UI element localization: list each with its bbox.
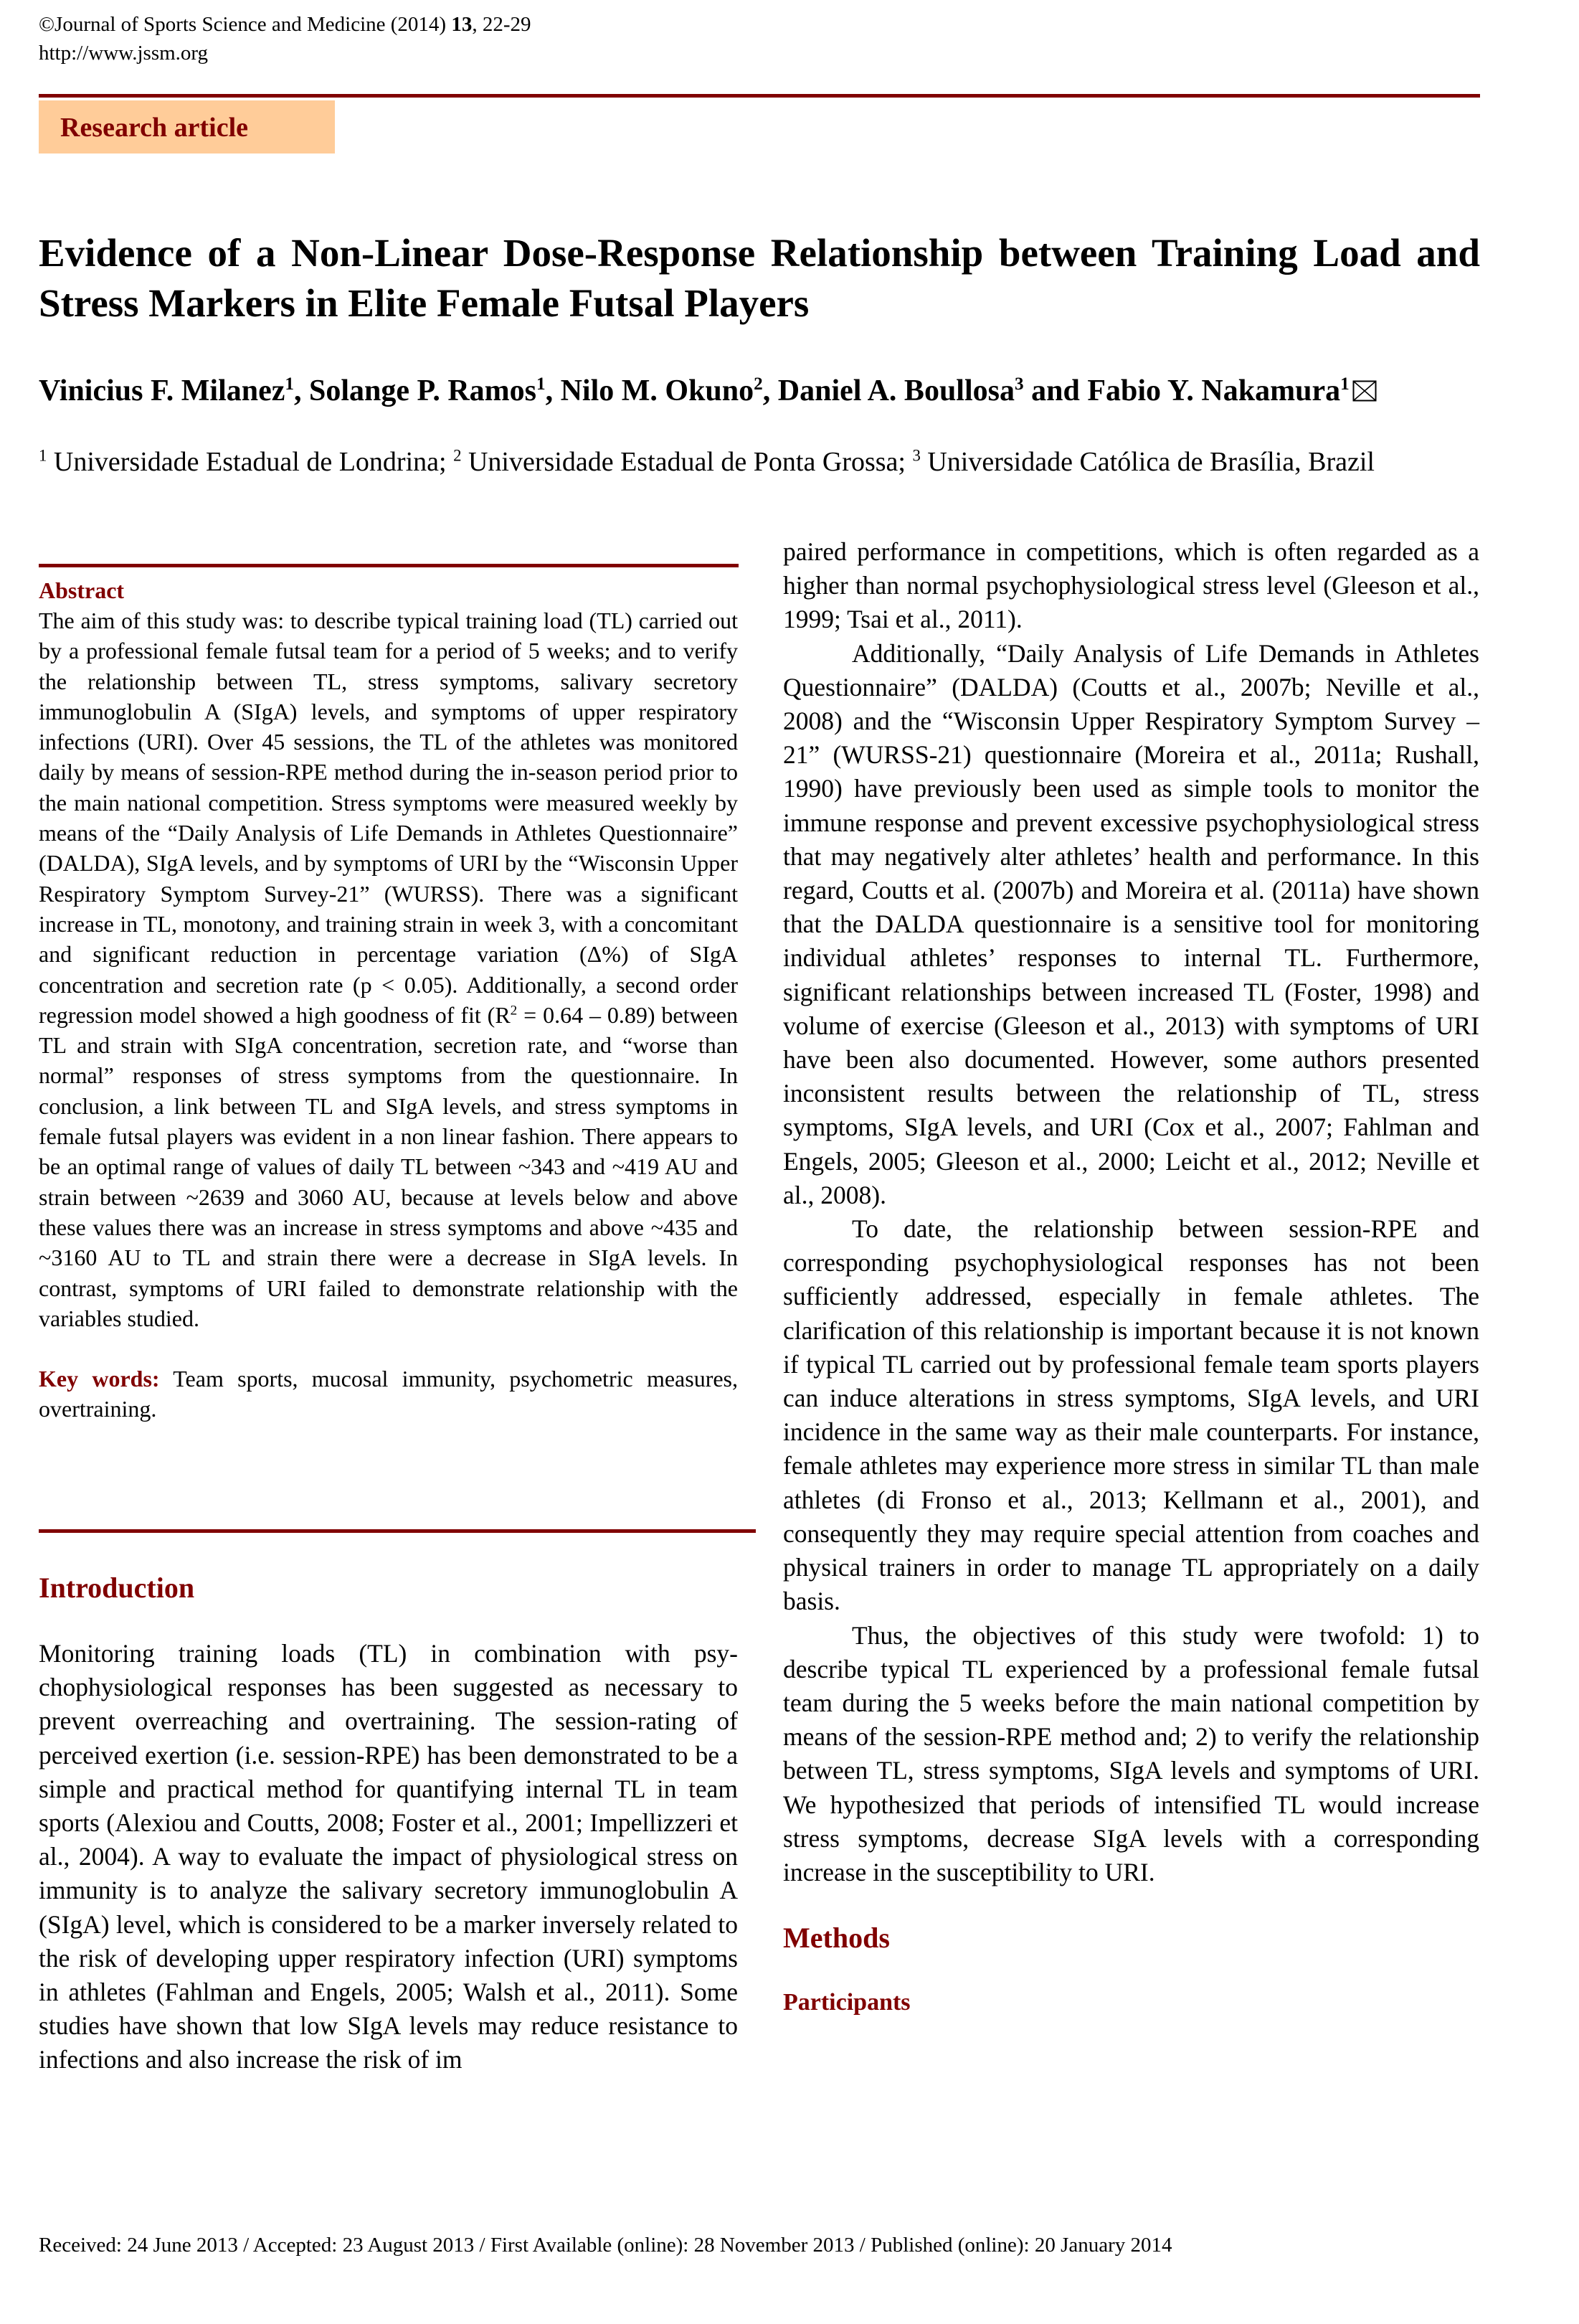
author-list: Vinicius F. Milanez$^1$, Solange P. Ramos$^1$, Nilo M. Okuno$^2$, Daniel A. Boullosa$^3$ and Fabio Y. Nakamura$^1$: [39, 373, 1480, 409]
author-affiliation-marker: 1: [1340, 374, 1350, 394]
abstract-heading: Abstract: [39, 577, 125, 603]
participants-subheading: Participants: [783, 1989, 911, 2016]
affiliation: Universidade Católica de Brasília, Brazil: [927, 447, 1375, 477]
abstract-text-part: The aim of this study was: to describe typical training load (TL) carried out by a professional female futsal team for a period of 5 weeks; and to verify the relationship between TL, stress symptoms, salivary secretory immunoglobulin A (SIgA) levels, and symptoms of upper respiratory infections (URI). Over 45 sessions, the TL of the athletes was monitored daily by means of session-RPE method during the in-season period prior to the main national competition. Stress symptoms were measured weekly by means of the “Daily Analysis of Life Demands in Athletes Questionnaire” (DALDA), SIgA levels, and by symptoms of URI by the “Wisconsin Upper Respiratory Symptom Survey-21” (WURSS). There was a significant increase in TL, monotony, and training strain in week 3, with a concomitant and significant reduction in percentage variation (Δ%) of SIgA concentration and secretion rate (p < 0.05). Additionally, a second order regression model showed a high goodness of fit (R: [39, 608, 738, 1028]
affiliation-marker: 2: [453, 446, 462, 465]
introduction-paragraph: To date, the relationship between session-RPE and corresponding psychophysiological responses has not been sufficiently addressed, especially in female athletes. The clarification of this relationship is important because it is not known if typical TL carried out by professional female team sports players can induce alterations in stress symptoms, SIgA levels, and URI incidence in the same way as their male counterparts. For instance, female athletes may experience more stress in similar TL than male athletes (di Fronso et al., 2013; Kellmann et al., 2001), and consequently they may require special attention from coaches and physical trainers in order to manage TL appropriately on a daily basis.: [783, 1214, 1479, 1616]
author-name: Daniel A. Boullosa: [777, 374, 1015, 407]
author-name: Vinicius F. Milanez: [39, 374, 285, 407]
keywords: [39, 1364, 738, 1425]
r-squared-superscript: 2: [510, 1003, 518, 1019]
introduction-paragraph: paired performance in competitions, which is often regarded as a higher than normal psychophysiological stress level (Gleeson et al., 1999; Tsai et al., 2011).: [783, 537, 1479, 634]
affiliation-list: [39, 445, 1480, 479]
author-name: Fabio Y. Nakamura: [1087, 374, 1341, 407]
introduction-section-right: [783, 535, 1479, 2018]
author: [1087, 374, 1349, 407]
journal-volume: 13: [451, 13, 473, 36]
introduction-paragraph: Monitoring training loads (TL) in combination with psychophysiological responses has been suggested as necessary to prevent overreaching and overtraining. The session-rating of perceived exertion (i.e. session-RPE) has been demonstrated to be a simple and practical method for quantifying internal TL in team sports (Alexiou and Coutts, 2008; Foster et al., 2001; Impellizzeri et al., 2004). A way to evaluate the impact of physiological stress on immunity is to analyze the salivary secretory immunoglobulin A (SIgA) level, which is considered to be a marker inversely related to the risk of developing upper respiratory infection (URI) symptoms in athletes (Fahlman and Engels, 2005; Walsh et al., 2011). Some studies have shown that low SIgA levels may reduce resistance to infections and also increase the risk of im: [39, 1639, 738, 2074]
affiliation: Universidade Estadual de Londrina;: [53, 447, 447, 477]
author-affiliation-marker: 1: [536, 374, 546, 394]
author: [309, 374, 546, 407]
journal-name: ©Journal of Sports Science and Medicine (2014): [39, 13, 452, 36]
keywords-label: Key words:: [39, 1366, 160, 1392]
journal-pages: , 22-29: [472, 13, 531, 36]
article-type-label: Research article: [60, 113, 249, 143]
keywords-text: Team sports, mucosal immunity, psychometric measures, overtraining.: [39, 1366, 739, 1422]
author-affiliation-marker: 2: [754, 374, 763, 394]
journal-citation: [39, 10, 531, 39]
author-name: Nilo M. Okuno: [560, 374, 754, 407]
affiliation-marker: 1: [39, 446, 47, 465]
author-affiliation-marker: 1: [285, 374, 294, 394]
header-rule: [39, 94, 1480, 98]
author-connector: and: [1023, 374, 1088, 407]
journal-url[interactable]: http://www.jssm.org: [39, 42, 209, 65]
author: [778, 374, 1024, 407]
affiliation: Universidade Estadual de Ponta Grossa;: [468, 447, 906, 477]
abstract-top-rule: [39, 564, 739, 567]
abstract-section: [39, 575, 738, 1425]
introduction-paragraph: Additionally, “Daily Analysis of Life Demands in Athletes Questionnaire” (DALDA) (Coutts et al., 2007b; Neville et al., 2008) and the “Wisconsin Upper Respiratory Symptom Survey – 21” (WURSS-21) questionnaire (Moreira et al., 2011a; Rushall, 1990) have previously been used as simple tools to monitor the immune response and prevent excessive psychophysiological stress that may negatively alter athletes’ health and performance. In this regard, Coutts et al. (2007b) and Moreira et al. (2011a) have shown that the DALDA questionnaire is a sensitive tool for monitoring individual athletes’ responses to internal TL. Furthermore, significant relationships between increased TL (Foster, 1998) and volume of exercise (Gleeson et al., 2013) with symptoms of URI have been also documented. However, some authors presented inconsistent results between the relationship of TL, stress symptoms, SIgA levels, and URI (Cox et al., 2007; Fahlman and Engels, 2005; Gleeson et al., 2000; Leicht et al., 2012; Neville et al., 2008).: [783, 638, 1479, 1209]
article-type-badge: [39, 100, 335, 153]
methods-heading: Methods: [783, 1922, 890, 1955]
abstract-text-part: = 0.64 – 0.89) between TL and strain with SIgA concentration, secretion rate, and “worse than normal” responses of stress symptoms from the questionnaire. In conclusion, a link between TL and SIgA levels, and stress symptoms in female futsal players was evident in a non linear fashion. There appears to be an optimal range of values of daily TL between ~343 and ~419 AU and strain between ~2639 and 3060 AU, because at levels below and above these values there was an increase in stress symptoms and above ~435 and ~3160 AU to TL and strain there were a decrease in SIgA levels. In contrast, symptoms of URI failed to demonstrate relationship with the variables studied.: [39, 1001, 739, 1331]
article-title: Evidence of a Non-Linear Dose-Response Relationship between Training Load and Stress Markers in Elite Female Futsal Players: [39, 231, 1480, 325]
author-name: Solange P. Ramos: [309, 374, 536, 407]
author: [39, 374, 294, 407]
abstract-bottom-rule: [39, 1529, 756, 1533]
introduction-paragraph: Thus, the objectives of this study were twofold: 1) to describe typical TL experienced by a professional female futsal team during the 5 weeks before the main national competition by means of the session-RPE method and; 2) to verify the relationship between TL, stress symptoms, SIgA levels and symptoms of URI. We hypothesized that periods of intensified TL would increase stress symptoms, decrease SIgA levels with a corresponding increase in the susceptibility to URI.: [783, 1620, 1479, 1886]
author-affiliation-marker: 3: [1015, 374, 1024, 394]
introduction-section-left: [39, 1571, 738, 2077]
affiliation-marker: 3: [912, 446, 921, 465]
introduction-heading: Introduction: [39, 1572, 195, 1604]
envelope-icon[interactable]: [1352, 374, 1377, 396]
publication-dates: Received: 24 June 2013 / Accepted: 23 August 2013 / First Available (online): 28 November 2013 / Published (online): 20 January 2014: [39, 2234, 1172, 2257]
abstract-text: [39, 605, 738, 1333]
author: [561, 374, 763, 407]
